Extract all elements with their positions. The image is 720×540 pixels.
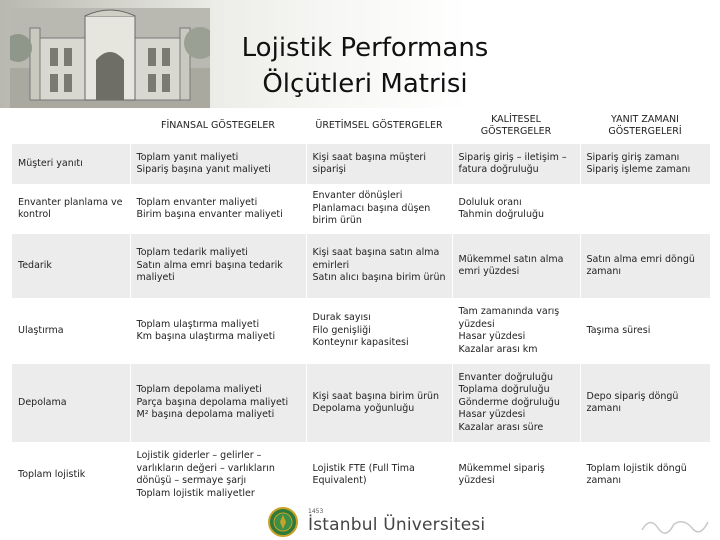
cell-line: Parça başına depolama maliyeti	[136, 396, 289, 408]
table-cell	[580, 442, 710, 508]
cell-line: Kazalar arası süre	[458, 421, 544, 433]
cell-line: Satın alıcı başına birim ürün	[312, 272, 446, 284]
cell-line: Kişi saat başına birim ürün	[312, 390, 440, 402]
cell-line: Konteynır kapasitesi	[312, 337, 409, 349]
header-financial: FİNANSAL GÖSTEGELER	[130, 108, 306, 144]
footer-year: 1453	[308, 508, 324, 515]
table-cell	[452, 442, 580, 508]
performance-matrix-table	[12, 108, 710, 508]
page-title	[200, 30, 530, 102]
row-label: Toplam lojistik	[12, 442, 130, 508]
cell-line: Envanter dönüşleri	[312, 190, 403, 202]
cell-line: Toplam ulaştırma maliyeti	[136, 318, 260, 330]
table-cell	[130, 298, 306, 364]
cell-line: Depolama yoğunluğu	[312, 403, 415, 414]
cell-line: M² başına depolama maliyeti	[136, 409, 275, 421]
row-label: Envanter planlama ve kontrol	[12, 184, 130, 234]
table-cell	[306, 144, 452, 184]
header-response-time: YANIT ZAMANI GÖSTERGELERİ	[580, 108, 710, 144]
table-cell	[130, 442, 306, 508]
table-cell	[130, 364, 306, 442]
row-label: Depolama	[12, 364, 130, 442]
cell-line: Kazalar arası km	[458, 343, 538, 355]
table-cell	[306, 442, 452, 508]
cell-line: Hasar yüzdesi	[458, 331, 526, 342]
table-cell	[452, 184, 580, 234]
table-cell	[306, 184, 452, 234]
table-cell	[130, 144, 306, 184]
header-corner	[12, 108, 130, 144]
row-label: Müşteri yanıtı	[12, 144, 130, 184]
cell-line: Birim başına envanter maliyeti	[136, 209, 283, 220]
cell-line: Sipariş başına yanıt maliyeti	[136, 164, 271, 175]
cell-line: Envanter doğruluğu	[458, 371, 553, 383]
table-row	[12, 234, 710, 298]
cell-line: Sipariş işleme zamanı	[586, 164, 691, 175]
cell-line: Kişi saat başına satın alma emirleri	[312, 247, 440, 271]
cell-line: Km başına ulaştırma maliyeti	[136, 331, 276, 342]
table-row	[12, 442, 710, 508]
table-cell	[580, 364, 710, 442]
cell-line: Toplam lojistik maliyetler	[136, 487, 255, 499]
header-quality: KALİTESEL GÖSTERGELER	[452, 108, 580, 144]
cell-line: Gönderme doğruluğu	[458, 396, 560, 408]
cell-line: Toplam tedarik maliyeti	[136, 247, 248, 259]
cell-line: Lojistik giderler – gelirler – varlıkların değeri – varlıkların dönüşü – sermaye şarjı	[136, 450, 275, 486]
table-row	[12, 144, 710, 184]
table-cell	[130, 234, 306, 298]
cell-line: Kişi saat başına müşteri siparişi	[312, 151, 426, 175]
cell-line: Sipariş giriş – iletişim – fatura doğruluğu	[458, 151, 567, 175]
cell-line: Filo genişliği	[312, 324, 371, 336]
cell-line: Lojistik FTE (Full Tima Equivalent)	[312, 462, 415, 486]
table-row	[12, 298, 710, 364]
cell-line: Durak sayısı	[312, 312, 371, 324]
cell-line: Toplam yanıt maliyeti	[136, 151, 239, 163]
cell-line: Toplama doğruluğu	[458, 384, 550, 396]
cell-line: Depo sipariş döngü zamanı	[586, 390, 679, 414]
header-row	[12, 108, 710, 144]
table-cell	[580, 234, 710, 298]
title-line-1: Lojistik Performans	[241, 33, 489, 63]
signature-mark	[640, 512, 710, 536]
row-label: Tedarik	[12, 234, 130, 298]
cell-line: Toplam depolama maliyeti	[136, 384, 262, 396]
table-cell	[306, 234, 452, 298]
table-cell	[580, 298, 710, 364]
cell-line: Tam zamanında varış yüzdesi	[458, 306, 560, 330]
table-cell	[452, 144, 580, 184]
table-cell	[452, 234, 580, 298]
cell-line: Taşıma süresi	[586, 324, 651, 336]
row-label: Ulaştırma	[12, 298, 130, 364]
title-line-2: Ölçütleri Matrisi	[262, 69, 468, 99]
table-cell	[580, 144, 710, 184]
cell-line: Satın alma emri döngü zamanı	[586, 253, 695, 277]
table-cell	[306, 364, 452, 442]
cell-line: Tahmin doğruluğu	[458, 209, 545, 220]
table-cell	[306, 298, 452, 364]
table-cell	[580, 184, 710, 234]
table-cell	[130, 184, 306, 234]
cell-line: Toplam envanter maliyeti	[136, 196, 258, 208]
header-productivity: ÜRETİMSEL GÖSTERGELER	[306, 108, 452, 144]
university-gate-image	[10, 8, 210, 108]
cell-line: Satın alma emri başına tedarik maliyeti	[136, 259, 283, 284]
table-cell	[452, 364, 580, 442]
cell-line: Doluluk oranı	[458, 196, 522, 208]
cell-line: Mükemmel sipariş yüzdesi	[458, 462, 545, 486]
cell-line: Planlamacı başına düşen birim ürün	[312, 202, 431, 227]
cell-line: Hasar yüzdesi	[458, 409, 526, 421]
table-row	[12, 364, 710, 442]
table-row	[12, 184, 710, 234]
cell-line: Toplam lojistik döngü zamanı	[586, 462, 687, 486]
footer-university-name: İstanbul Üniversitesi	[308, 515, 486, 535]
table-cell	[452, 298, 580, 364]
cell-line: Mükemmel satın alma emri yüzdesi	[458, 253, 564, 277]
cell-line: Sipariş giriş zamanı	[586, 151, 680, 163]
university-seal-icon	[268, 507, 298, 537]
